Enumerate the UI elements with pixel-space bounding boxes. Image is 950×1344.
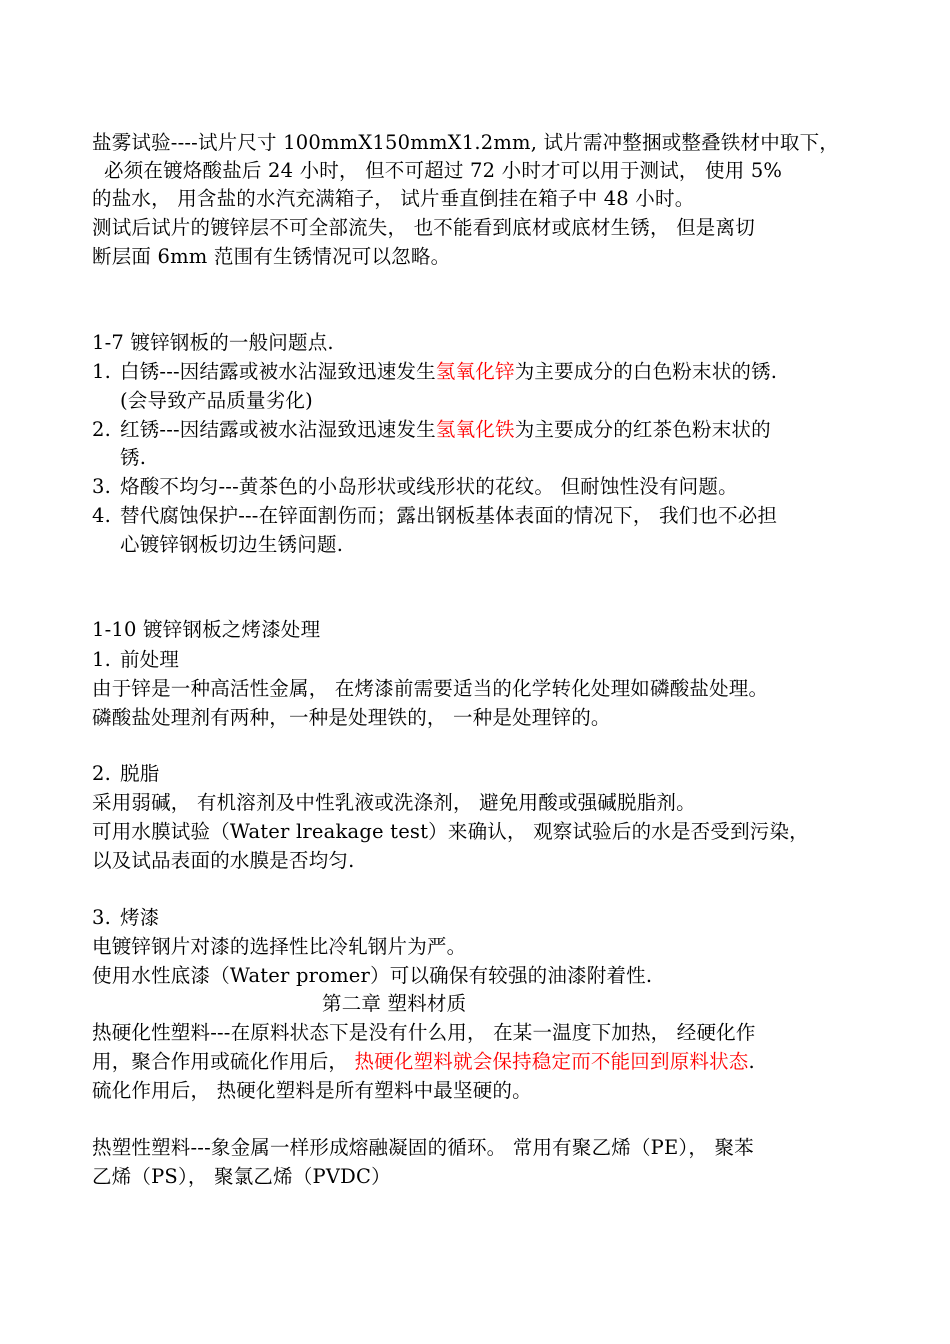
paragraph-line: 可用水膜试验（Water lreakage test）来确认， 观察试验后的水是否受到污染，	[92, 820, 809, 843]
section-1-10-heading: 1-10 镀锌钢板之烤漆处理	[92, 618, 321, 641]
paragraph-line: 磷酸盐处理剂有两种，一种是处理铁的， 一种是处理锌的。	[92, 706, 611, 729]
salt-spray-line-2: 必须在镀烙酸盐后 24 小时， 但不可超过 72 小时才可以用于测试， 使用 5%	[104, 159, 783, 182]
section-1-7-heading: 1-7 镀锌钢板的一般问题点.	[92, 331, 334, 354]
subsection-heading	[92, 759, 159, 788]
highlight-text: 氢氧化锌	[435, 360, 515, 383]
subsection-number: 2.	[92, 762, 112, 785]
subsection-number: 3.	[92, 906, 112, 929]
subsection-number: 1.	[92, 648, 112, 671]
list-item-continuation: 心镀锌钢板切边生锈问题.	[120, 533, 344, 556]
salt-spray-line-3: 的盐水， 用含盐的水汽充满箱子， 试片垂直倒挂在箱子中 48 小时。	[92, 187, 695, 210]
salt-spray-line-5: 断层面 6mm 范围有生锈情况可以忽略。	[92, 245, 451, 268]
subsection-heading	[92, 903, 159, 932]
subsection-title: 脱脂	[120, 762, 160, 785]
list-item	[92, 415, 771, 444]
paragraph-line: 以及试品表面的水膜是否均匀.	[92, 849, 355, 872]
list-text: 烙酸不均匀---黄茶色的小岛形状或线形状的花纹。 但耐蚀性没有问题。	[120, 475, 738, 498]
list-text: 为主要成分的红茶色粉末状的	[514, 418, 771, 441]
paragraph-line: 硫化作用后， 热硬化塑料是所有塑料中最坚硬的。	[92, 1079, 532, 1102]
paragraph-text: .	[748, 1050, 755, 1073]
list-text: 白锈---因结露或被水沾湿致迅速发生	[120, 360, 436, 383]
list-item	[92, 472, 738, 501]
paragraph-line	[92, 1047, 755, 1076]
list-item-continuation: (会导致产品质量劣化)	[120, 389, 313, 412]
chapter-title: 第二章 塑料材质	[322, 992, 467, 1015]
subsection-heading	[92, 645, 179, 674]
list-item	[92, 357, 777, 386]
paragraph-line: 使用水性底漆（Water promer）可以确保有较强的油漆附着性.	[92, 964, 653, 987]
paragraph-line: 热硬化性塑料---在原料状态下是没有什么用， 在某一温度下加热， 经硬化作	[92, 1021, 756, 1044]
subsection-title: 烤漆	[120, 906, 160, 929]
list-number: 3.	[92, 475, 112, 498]
list-number: 2.	[92, 418, 112, 441]
list-text: 为主要成分的白色粉末状的锈.	[514, 360, 778, 383]
list-item-continuation: 锈.	[120, 446, 147, 469]
list-item	[92, 501, 777, 530]
list-text: 红锈---因结露或被水沾湿致迅速发生	[120, 418, 436, 441]
paragraph-line: 热塑性塑料---象金属一样形成熔融凝固的循环。 常用有聚乙烯（PE）， 聚苯	[92, 1136, 754, 1159]
list-text: 替代腐蚀保护---在锌面割伤而；露出钢板基体表面的情况下， 我们也不必担	[120, 504, 778, 527]
paragraph-line: 乙烯（PS）， 聚氯乙烯（PVDC）	[92, 1165, 391, 1188]
list-number: 4.	[92, 504, 112, 527]
salt-spray-line-1: 盐雾试验----试片尺寸 100mmX150mmX1.2mm, 试片需冲整捆或整叠铁材中取下，	[92, 131, 840, 154]
salt-spray-line-4: 测试后试片的镀锌层不可全部流失， 也不能看到底材或底材生锈， 但是离切	[92, 216, 755, 239]
paragraph-line: 电镀锌钢片对漆的选择性比冷轧钢片为严。	[92, 935, 467, 958]
paragraph-line: 由于锌是一种高活性金属， 在烤漆前需要适当的化学转化处理如磷酸盐处理。	[92, 677, 769, 700]
highlight-text: 热硬化塑料就会保持稳定而不能回到原料状态	[354, 1050, 749, 1073]
paragraph-text: 用，聚合作用或硫化作用后，	[92, 1050, 355, 1073]
list-number: 1.	[92, 360, 112, 383]
subsection-title: 前处理	[120, 648, 180, 671]
highlight-text: 氢氧化铁	[435, 418, 515, 441]
paragraph-line: 采用弱碱， 有机溶剂及中性乳液或洗涤剂， 避免用酸或强碱脱脂剂。	[92, 791, 696, 814]
